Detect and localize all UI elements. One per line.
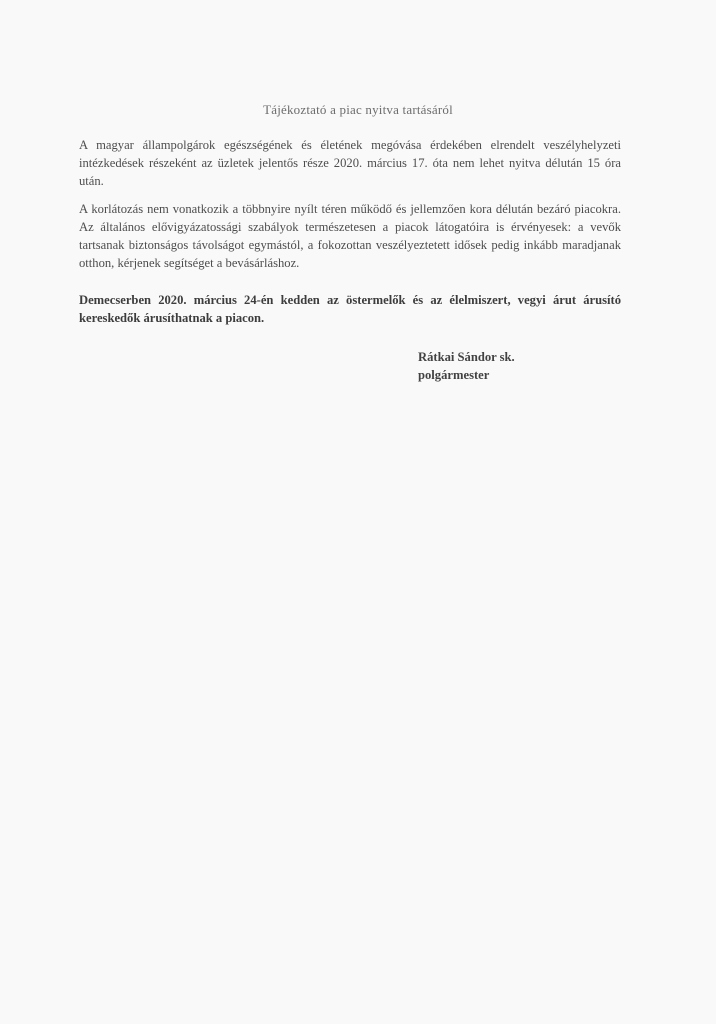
signature-block — [418, 348, 515, 384]
paragraph-market-day: Demecserben 2020. március 24-én kedden az östermelők és az élelmiszert, vegyi árut árusító kereskedők árusíthatnak a piacon. — [79, 293, 621, 325]
document-title: Tájékoztató a piac nyitva tartásáról — [263, 102, 453, 117]
signature-name: Rátkai Sándor sk. — [418, 350, 515, 364]
signature-role: polgármester — [418, 368, 490, 382]
paragraph-intro: A magyar állampolgárok egészségének és életének megóvása érdekében elrendelt veszélyhelyzeti intézkedések részeként az üzletek jelentős része 2020. március 17. óta nem lehet nyitva délután 15 óra után. — [79, 138, 621, 188]
paragraph-restriction: A korlátozás nem vonatkozik a többnyire nyílt téren működő és jellemzően kora délután bezáró piacokra. Az általános elővigyázatossági szabályok természetesen a piacok látogatóira is érvényesek: a vevők tartsanak biztonságos távolságot egymástól, a fokozottan veszélyeztetett idősek pedig inkább maradjanak otthon, kérjenek segítséget a bevásárláshoz. — [79, 202, 621, 270]
